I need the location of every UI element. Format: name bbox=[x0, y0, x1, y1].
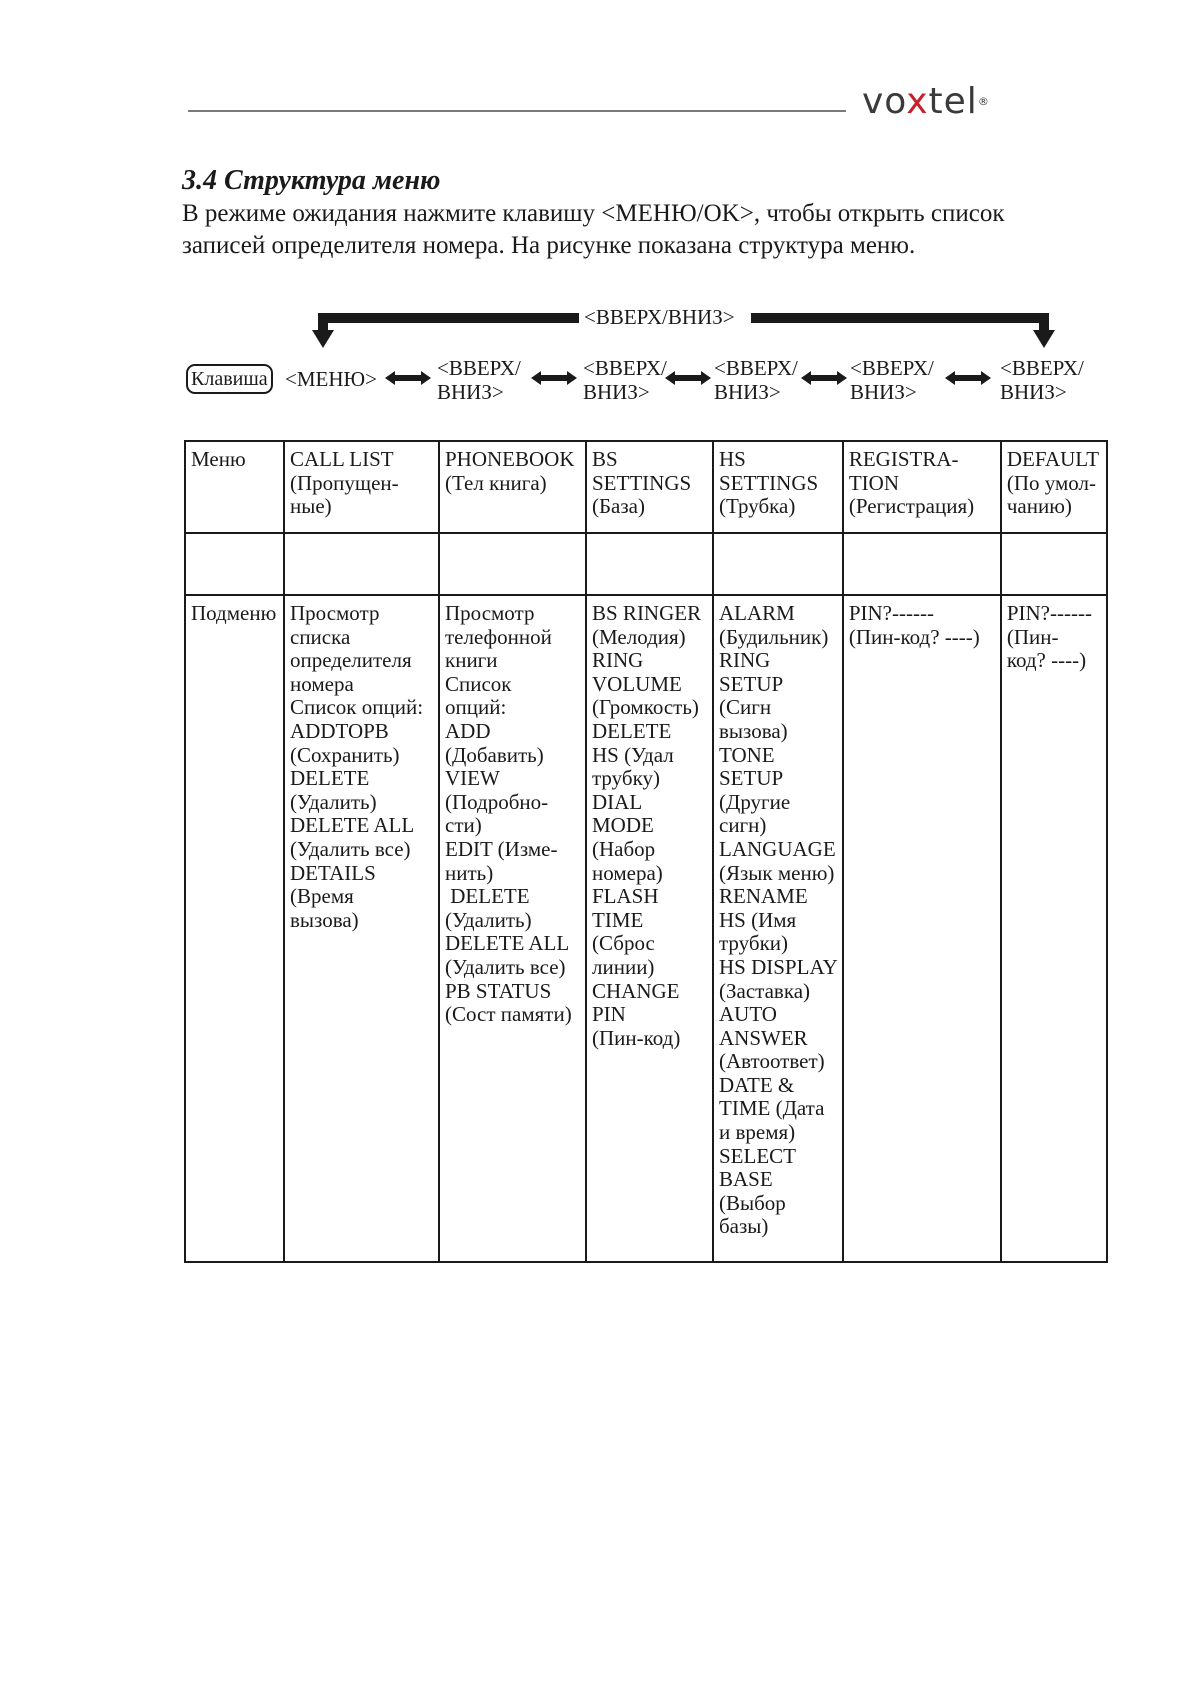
menu-line: SETTINGS bbox=[719, 470, 819, 495]
submenu-line: трубки) bbox=[719, 931, 788, 956]
submenu-line: списка bbox=[290, 624, 351, 649]
submenu-line: HS DISPLAY bbox=[719, 954, 838, 979]
nav-label: <ВВЕРХ/ ВНИЗ> bbox=[437, 356, 521, 404]
submenu-line: DETAILS bbox=[290, 860, 376, 885]
submenu-line: SETUP bbox=[719, 671, 784, 696]
empty-cell bbox=[586, 533, 713, 595]
submenu-line: MODE bbox=[592, 813, 654, 838]
submenu-line: (Будильник) bbox=[719, 624, 829, 649]
submenu-line: Список bbox=[445, 671, 512, 696]
menu-line: ные) bbox=[290, 494, 332, 519]
submenu-line: вызова) bbox=[290, 907, 359, 932]
submenu-line: номера) bbox=[592, 860, 663, 885]
submenu-line: и время) bbox=[719, 1120, 796, 1145]
row-label-submenu: Подменю bbox=[185, 595, 284, 1262]
submenu-line: вызова) bbox=[719, 718, 788, 743]
empty-cell bbox=[713, 533, 843, 595]
submenu-line: PIN?------ bbox=[848, 601, 934, 625]
submenu-line: ADDTOPB bbox=[290, 718, 389, 743]
menu-cell bbox=[843, 441, 1001, 533]
menu-line: BS bbox=[592, 447, 618, 471]
menu-cell bbox=[586, 441, 713, 533]
submenu-line: HS (Имя bbox=[719, 907, 797, 932]
submenu-line: (Сост памяти) bbox=[445, 1002, 572, 1027]
submenu-line: сигн) bbox=[719, 813, 767, 838]
menu-structure-table bbox=[184, 440, 1108, 1263]
submenu-line: SETUP bbox=[719, 766, 784, 791]
submenu-line: TONE bbox=[719, 742, 775, 767]
submenu-line: (Удалить) bbox=[290, 789, 377, 814]
menu-line: HS bbox=[719, 447, 746, 471]
submenu-line: (Пин- bbox=[1006, 624, 1059, 649]
submenu-line: Просмотр bbox=[445, 601, 535, 625]
submenu-cell bbox=[439, 595, 586, 1262]
nav-label: <ВВЕРХ/ ВНИЗ> bbox=[714, 356, 798, 404]
submenu-line: HS (Удал bbox=[592, 742, 674, 767]
top-arrow-left-bar bbox=[318, 313, 579, 323]
down-arrow-icon bbox=[1033, 330, 1055, 348]
double-arrow-icon bbox=[385, 371, 431, 385]
submenu-line: DELETE bbox=[290, 766, 370, 791]
submenu-line: (Добавить) bbox=[445, 742, 544, 767]
submenu-line: VIEW bbox=[445, 766, 500, 791]
menu-line: PHONEBOOK bbox=[445, 447, 575, 471]
nav-label: <ВВЕРХ/ ВНИЗ> bbox=[583, 356, 667, 404]
submenu-line: книги bbox=[445, 648, 498, 673]
menu-line: (База) bbox=[592, 494, 645, 519]
submenu-line: телефонной bbox=[445, 624, 552, 649]
submenu-line: (Пин-код) bbox=[592, 1025, 681, 1050]
menu-cell bbox=[1001, 441, 1107, 533]
down-arrow-icon bbox=[312, 330, 334, 348]
submenu-line: код? ----) bbox=[1006, 648, 1087, 673]
submenu-cell bbox=[843, 595, 1001, 1262]
empty-cell bbox=[1001, 533, 1107, 595]
menu-line: (Трубка) bbox=[719, 494, 796, 519]
menu-line: (По умол- bbox=[1006, 470, 1096, 495]
menu-line: (Тел книга) bbox=[445, 470, 547, 495]
menu-row bbox=[185, 441, 1107, 533]
empty-cell bbox=[843, 533, 1001, 595]
submenu-line: (Время bbox=[290, 884, 354, 909]
menu-key-label: <МЕНЮ> bbox=[285, 367, 377, 391]
submenu-line: (Пин-код? ----) bbox=[848, 624, 980, 649]
submenu-line: RENAME bbox=[719, 884, 808, 909]
submenu-row bbox=[185, 595, 1107, 1262]
top-arrow-label: <ВВЕРХ/ВНИЗ> bbox=[584, 305, 735, 329]
submenu-line: PIN?------ bbox=[1006, 601, 1092, 625]
submenu-line: RING bbox=[592, 648, 644, 673]
menu-line: чанию) bbox=[1006, 494, 1072, 519]
spacer-row bbox=[185, 533, 1107, 595]
menu-cell bbox=[284, 441, 439, 533]
submenu-line: (Набор bbox=[592, 836, 656, 861]
top-arrow-right-bar bbox=[751, 313, 1049, 323]
submenu-line: Список опций: bbox=[290, 695, 424, 720]
submenu-line: (Выбор bbox=[719, 1190, 786, 1215]
menu-line: CALL LIST bbox=[290, 447, 394, 471]
submenu-line: (Удалить все) bbox=[290, 836, 411, 861]
submenu-line: (Удалить все) bbox=[445, 954, 566, 979]
submenu-line: TIME (Дата bbox=[719, 1096, 825, 1121]
row-label-menu: Меню bbox=[185, 441, 284, 533]
section-intro: В режиме ожидания нажмите клавишу <МЕНЮ/OK>, чтобы открыть список записей определителя номера. На рисунке показана структура меню. bbox=[182, 200, 1005, 259]
double-arrow-icon bbox=[531, 371, 577, 385]
submenu-line: BS RINGER bbox=[592, 601, 702, 625]
submenu-line: (Автоответ) bbox=[719, 1049, 825, 1074]
submenu-line: DELETE bbox=[445, 884, 530, 909]
submenu-line: (Заставка) bbox=[719, 978, 811, 1003]
submenu-cell bbox=[284, 595, 439, 1262]
nav-label: <ВВЕРХ/ ВНИЗ> bbox=[1000, 356, 1084, 404]
submenu-line: Просмотр bbox=[290, 601, 380, 625]
submenu-line: PB STATUS bbox=[445, 978, 552, 1003]
submenu-line: ALARM bbox=[719, 601, 795, 625]
submenu-line: DELETE ALL bbox=[445, 931, 570, 956]
key-label: Клавиша bbox=[186, 364, 273, 394]
header-rule bbox=[188, 110, 846, 112]
submenu-line: линии) bbox=[592, 954, 655, 979]
submenu-line: LANGUAGE bbox=[719, 836, 836, 861]
section-title: 3.4 Структура меню bbox=[182, 165, 441, 196]
submenu-line: (Сброс bbox=[592, 931, 655, 956]
double-arrow-icon bbox=[801, 371, 847, 385]
submenu-line: DATE & bbox=[719, 1072, 795, 1097]
submenu-line: определителя bbox=[290, 648, 412, 673]
menu-cell bbox=[439, 441, 586, 533]
submenu-line: ADD bbox=[445, 718, 491, 743]
submenu-line: (Подробно- bbox=[445, 789, 549, 814]
empty-cell bbox=[284, 533, 439, 595]
submenu-line: трубку) bbox=[592, 766, 660, 791]
empty-cell bbox=[439, 533, 586, 595]
double-arrow-icon bbox=[665, 371, 711, 385]
submenu-line: TIME bbox=[592, 907, 644, 932]
menu-line: (Пропущен- bbox=[290, 470, 399, 495]
submenu-line: DIAL bbox=[592, 789, 643, 814]
submenu-line: опций: bbox=[445, 695, 507, 720]
submenu-line: (Мелодия) bbox=[592, 624, 686, 649]
submenu-line: EDIT (Изме- bbox=[445, 836, 558, 861]
submenu-cell bbox=[586, 595, 713, 1262]
submenu-line: базы) bbox=[719, 1214, 769, 1239]
menu-line: DEFAULT bbox=[1006, 447, 1100, 471]
brand-logo: voxtel® bbox=[862, 81, 990, 122]
double-arrow-icon bbox=[945, 371, 991, 385]
submenu-line: SELECT bbox=[719, 1143, 796, 1168]
submenu-line: RING bbox=[719, 648, 771, 673]
submenu-line: PIN bbox=[592, 1002, 626, 1027]
submenu-line: номера bbox=[290, 671, 354, 696]
submenu-line: нить) bbox=[445, 860, 494, 885]
submenu-cell bbox=[1001, 595, 1107, 1262]
submenu-line: (Сигн bbox=[719, 695, 772, 720]
submenu-line: BASE bbox=[719, 1167, 773, 1192]
menu-cell bbox=[713, 441, 843, 533]
submenu-line: CHANGE bbox=[592, 978, 680, 1003]
submenu-line: FLASH bbox=[592, 884, 659, 909]
submenu-line: (Удалить) bbox=[445, 907, 532, 932]
menu-line: TION bbox=[848, 470, 899, 495]
submenu-line: AUTO bbox=[719, 1002, 777, 1027]
menu-line: (Регистрация) bbox=[848, 494, 975, 519]
submenu-line: DELETE ALL bbox=[290, 813, 415, 838]
submenu-line: (Громкость) bbox=[592, 695, 699, 720]
submenu-line: DELETE bbox=[592, 718, 672, 743]
submenu-line: VOLUME bbox=[592, 671, 682, 696]
submenu-line: (Сохранить) bbox=[290, 742, 400, 767]
submenu-line: (Другие bbox=[719, 789, 791, 814]
nav-label: <ВВЕРХ/ ВНИЗ> bbox=[850, 356, 934, 404]
menu-line: REGISTRA- bbox=[848, 447, 959, 471]
submenu-cell bbox=[713, 595, 843, 1262]
submenu-line: сти) bbox=[445, 813, 482, 838]
submenu-line: (Язык меню) bbox=[719, 860, 835, 885]
empty-cell bbox=[185, 533, 284, 595]
menu-line: SETTINGS bbox=[592, 470, 692, 495]
submenu-line: ANSWER bbox=[719, 1025, 808, 1050]
